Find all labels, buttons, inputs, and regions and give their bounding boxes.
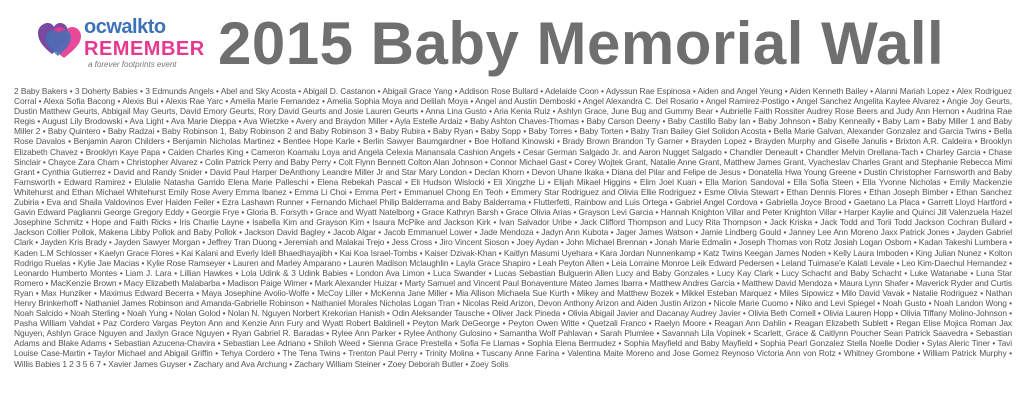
logo-oc: oc: [84, 16, 107, 38]
ocwalktoremember-logo: [38, 14, 205, 78]
logo-walkto: walkto: [106, 16, 166, 38]
memorial-names-list: 2 Baby Bakers • 3 Doherty Babies • 3 Edmunds Angels • Abel and Sky Acosta • Abigail D. Castanon • Abigail Grace Yang • Addison Rose Bullard • Adelaide Coon • Adyssun Rae Espinosa • Aiden and Angel Yeung • Aiden Kenneth Bailey • Alanni Mariah Lopez • Alex Rodriguez Corral • Alexa Sofia Bacong • Alexis Bui • Alexis Rae Yarc • Amelia Marie Fernandez • Amelia Sophia Moya and Delilah Moya • Angel and Austin Demboski • Angel Alexandra C. Del Rosario • Angel Ramirez-Postigo • Angel Sanchez Angelita Kaylee Alvarez • Angie Joy Geurts, Dustin Matthew Geurts, Abbigail May Geurts, David Emory Geurts, Rory David Geurts and Josie Lauren Geurts • Anna Lina Gusto • Aria Kenia Ruiz • Ashlyn Grace, June Bug and Gummy Bear • Aubrielle Faith Rossiter Audrey Rose Beers and Judy Ann Hernon • Audrina Rae Regis • August Lily Brodowski • Ava Light • Ava Marie Dieppa • Ava Wietzke • Avery and Braydon Miller • Ayla Estelle Ardaiz • Baby Ashton Chaves-Thomas • Baby Carson Deeny • Baby Castillo Baby Ian • Baby Johnson • Baby Kenneally • Baby Lam • Baby Miller 1 and Baby Miller 2 • Baby Quintero • Baby Radzai • Baby Robinson 1, Baby Robinson 2 and Baby Robinson 3 • Baby Rubira • Baby Ryan • Baby Sopp • Baby Torres • Baby Torten • Baby Tran Bailey Giel Solidon Acosta • Bella Marie Galvan, Alexander Gonzalez and Garcia Twins • Bella Rose Davalos • Benjamin Aaron Childers • Benjamin Nicholas Martinez • Bentlee Hope Karle • Berlin Sawyer Baumgardner • Boe Holland Kinowski • Brady Brown Brandon Ty Garner • Brayden Lopez • Brayden Murphy and Giselle Janulis • Brixton A.R. Caldeira • Brooklyn Elizabeth Chavez • Brooklyn Kaye Papa • Caiden Charles King • Cameron Koamalu Loya and Angela Celexia Manansala Cashion Angels • Cesar German Salgado Jr. and Aaron Nugget Salgado • Chandler Deneault • Chandler Melvin Orellana-Tach • Charley Garcia • Chase Sinclair • Chayce Zara Cham • Christopher Alvarez • Colin Patrick Perry and Baby Perry • Colt Flynn Bennett Colton Alan Johnson • Connor Michael Gast • Corey Wojtek Grant, Natalie Anne Grant, Matthew James Grant, Vyacheslav Charles Grant and Stephanie Rebecca Mimi Grant • Cynthia Gutierrez • David and Randy Snider • David Paul Harper DeAnthony Leandre Miller Jr and Star Mary London • Declan Khorn • Devon Uhane Ikaka • Diana del Pilar and Felipe de Jesus • Donatella Hwa Young Greene • Dustin Christopher Farnsworth and Baby Farnsworth • Edward Ramirez • Elulalie Natasha Garrido Elena Marie Palleschi • Elena Rebekah Pascal • Eli Hudson Wislocki • Eli Xingzhe Li • Elijah Mikael Higgins • Elim Joel Kuan • Ella Marion Sandoval • Ella Sofia Steen • Ella Yvonne Nicholas • Emily Mackenzie Whitehurst and Ethan Michael Whitehurst Emily Rose Avery Emma Ibanez • Emma Li Choi • Emma Pert • Emmanuel Chong En Teoh • Emmery Star Rodriguez and Olivia Ellie Rodriguez • Esme Olivia Stewart • Ethan Dennis Flores • Ethan Joseph Bimber • Ethan Sanchez Zubiria • Eva and Shaila Valdovinos Ever Haiden Feiler • Ezra Lashawn Runner • Fernando Michael Philip Balderrama and Baby Balderrama • Flutterfetti, Rainbow and Luis Ortega • Gabriel Angel Cordova • Gabriella Joyce Brood • Gaetano La Placa • Garrett Lloyd Hartford • Gavin Edward Paglianni George Gregory Eddy • Georgie Frye • Gloria B. Forsyth • Grace and Wyatt Natelborg • Grace Kathryn Barsh • Grace Olivia Arias • Grayson Levi Garcia • Hannah Knighton Villar and Peter Knighton Villar • Harper Kaylie and Quinci Jill Valenzuela Hazel Josephine Schmitz • Hope and Faith Ricks • Iris Charlie Layne • Isabella Kim and Grayson Kim • Isaura McPike and Jackson Kirk • Ivan Salvador Uribe • Jack Clifford Thompson and Lucy Rita Thompson • Jack Kriska • Jack Todd and Torii Todd Jackson Cochran Bullard • Jackson Collier Pollok, Makena Libby Pollok and Baby Pollok • Jackson David Bagley • Jacob Algar • Jacob Emmanuel Lower • Jade Mendoza • Jadyn Ann Kubota • Jager James Watson • Jamie Lindberg Gould • Janney Lee Ann Moreno Jaxx Patrick Jones • Jayden Gabriel Clark • Jayden Kris Brady • Jayden Sawyer Morgan • Jeffrey Tran Duong • Jeremiah and Malakai Trejo • Jess Cross • Jiro Vincent Sioson • Joey Aydan • John Michael Brennan • Jonah Marie Edmalin • Joseph Thomas von Rotz Josiah Logan Osborn • Kadan Takeshi Lumbera • Kaden L.M Schlosser • Kaelyn Grace Flores • Kai Kalani and Everly Idell Bhaedhayajibh • Kai Koa Israel-Tombs • Kaiser Dzivak-Khan • Kaitlyn Masumi Uyehara • Kara Jordan Nunnenkamp • Katz Twins Keegan James Noden • Kelly Laura Imboden • King Julian Nunez • Kolton Rodrigo Ruelas • Kylie Jae Macias • Kylie Rose Ramseyer • Lauren and Marley Amparano • Lauren Madison Mclaughlin • Layla Grace Shapiro • Leah Peyton Allen • Leia Lorraine Monroe Leik Edward Pedersen • Leland Tuimase'e Kalati Levale • Leo Kim-Daechul Hernandez • Leonardo Humberto Montes • Liam J. Lara • Lillian Hawkes • Lola Udink & 3 Udink Babies • London Ava Limon • Luca Swander • Lucas Sebastian Bulguerin Allen Lucy and Baby Gonzales • Lucy Kay Clark • Lucy Schacht and Baby Schacht • Luke Watanabe • Luna Star Romero • MacKenzie Brown • Macy Elizabeth Malabarba • Madison Paige Wimer • Mark Alexander Huizar • Marty Samuel and Vincent Paul Bonaventure Mateo James Ibarra • Matthew Andres Garcia • Matthew David Mendoza • Maura Lynn Shafer • Maverick Ryder and Curtis Ryan • Max Hunziker • Maximus Edward Becerra • Maya Josephine Avolio-Wolfe • McCoy Liller • McKenna Jane Miller • Mia Allison Michaela Sue Kurth • Mikey and Matthew Bozek • Mikkel Esteban Marquez • Miles Sipowicz • Milo David Vavak • Natalie Rodriguez • Nathan Henry Brinkerhoff • Nathaniel James Robinson and Amanda-Gabrielle Robinson • Nathaniel Morales Nicholas Logan Tran • Nicolas Reid Arizon, Devon Anthony Arizon and Aiden Justin Arizon • Nicole Marie Cuomo • Niko and Levi Spiegel • Noah Gusto • Noah Landon Wong • Noah Salcido • Noah Sterling • Noah Yung • Nolan Golod • Nolan N. Nguyen Norbert Krekorian Hanish • Odin Aleksander Tausche • Oliver Jack Pineda • Olivia Abigail Javier and Dacanay Audrey Javier • Olivia Beth Cornell • Olivia Lauren Hopp • Olivia Tiffany Molino-Johnson • Pasha William Vahdat • Paz Cordero Vargas Peyton Ann and Kenzie Ann Fury and Wyatt Robert Baldinell • Peyton Mark DeGeorge • Peyton Owen Witte • Quetzali Franco • Raelyn Moore • Reagan Ann Dahlin • Reagan Elizabeth Sublett • Regan Elise Mojica Roman Jax Nguyen, Ashlyn Grace Nguyen and Jaxlyn Grace Nguyen • Ryan Gabriel R. Baradas • Rylee Ann Parker • Rylee Anthony Gulosino • Samantha Wolf Pahlavan • Sarah Plumlee • Savannah Lila Vopinek • Scarlett, Grace & Caitlynn Poucher Sean Patrick Saavedra • Sebastian Adams and Blake Adams • Sebastian Azucena-Chavira • Sebastian Lee Adriano • Shiloh Weed • Sienna Grace Prestella • Sofia Fe Llamas • Sophia Elena Bermudez • Sophia Mayfield and Baby Mayfield • Sophia Pearl Gonzalez Stella Noelle Dodier • Sylas Aleric Tiner • Tavi Louise Case-Martin • Taylor Michael and Abigail Griffin • Tehya Cordero • The Tena Twins • Trenton Paul Perry • Trinity Molina • Tuscany Anne Farina • Valentina Maite Moreno and Jose Gomez Reynoso Victoria Ann von Rotz • Whitney Grombone • William Patrick Murphy • Willis Babies 1 2 3 5 6 7 • Xavier James Guyser • Zachary and Ava Archung • Zachary William Steiner • Zoey Deborah Butler • Zoey Solis: [14, 86, 1012, 369]
logo-remember: REMEMBER: [84, 38, 205, 60]
logo-wordmark: [84, 16, 205, 60]
header: [0, 0, 1024, 84]
logo-tagline: a forever footprints event: [88, 60, 177, 69]
hearts-logo-icon: [38, 20, 82, 60]
page-title: 2015 Baby Memorial Wall: [218, 10, 945, 77]
